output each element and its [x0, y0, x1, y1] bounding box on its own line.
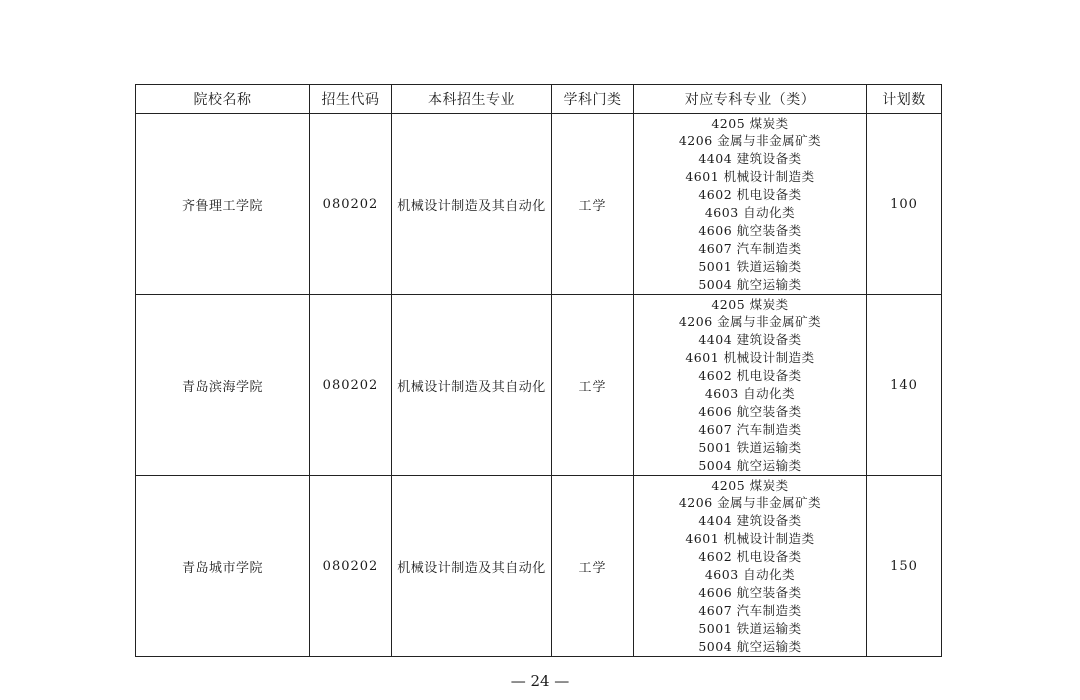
related-major-item: 4602 机电设备类 [698, 549, 802, 565]
related-major-item: 4205 煤炭类 [711, 477, 789, 493]
header-quota: 计划数 [867, 85, 942, 114]
page-number: — 24 — [510, 672, 570, 690]
discipline-category: 工学 [552, 295, 634, 476]
enrollment-code: 080202 [310, 476, 392, 657]
table-row [136, 114, 942, 295]
related-major-item: 5004 航空运输类 [698, 276, 802, 292]
table-row [136, 295, 942, 476]
related-major-item: 4404 建筑设备类 [698, 151, 802, 167]
header-code: 招生代码 [310, 85, 392, 114]
related-major-item: 4206 金属与非金属矿类 [678, 133, 822, 149]
header-major: 本科招生专业 [392, 85, 552, 114]
header-school: 院校名称 [136, 85, 310, 114]
related-major-item: 4205 煤炭类 [711, 296, 789, 312]
enrollment-code: 080202 [310, 114, 392, 295]
related-major-item: 4602 机电设备类 [698, 368, 802, 384]
undergraduate-major: 机械设计制造及其自动化 [392, 114, 552, 295]
related-major-item: 4607 汽车制造类 [698, 602, 802, 618]
plan-quota: 140 [867, 295, 942, 476]
table-header-row [136, 85, 942, 114]
related-major-item: 4601 机械设计制造类 [685, 169, 815, 185]
discipline-category: 工学 [552, 114, 634, 295]
school-name: 青岛滨海学院 [136, 295, 310, 476]
related-major-item: 4606 航空装备类 [698, 403, 802, 419]
related-major-item: 4603 自动化类 [704, 386, 796, 401]
header-discipline: 学科门类 [552, 85, 634, 114]
header-related-majors: 对应专科专业（类） [634, 85, 867, 114]
related-major-item: 4606 航空装备类 [698, 584, 802, 600]
related-major-item: 5004 航空运输类 [698, 638, 802, 654]
undergraduate-major: 机械设计制造及其自动化 [392, 295, 552, 476]
related-major-item: 5001 铁道运输类 [698, 258, 802, 274]
related-major-item: 4602 机电设备类 [698, 187, 802, 203]
related-major-item: 4206 金属与非金属矿类 [678, 314, 822, 330]
enrollment-plan-table [135, 84, 942, 657]
related-major-item: 4603 自动化类 [704, 567, 796, 582]
table-row [136, 476, 942, 657]
related-major-item: 4206 金属与非金属矿类 [678, 495, 822, 511]
related-major-item: 5001 铁道运输类 [698, 439, 802, 455]
related-major-item: 4404 建筑设备类 [698, 513, 802, 529]
related-major-item: 5004 航空运输类 [698, 457, 802, 473]
school-name: 齐鲁理工学院 [136, 114, 310, 295]
related-majors-cell [634, 114, 867, 295]
school-name: 青岛城市学院 [136, 476, 310, 657]
related-major-item: 4607 汽车制造类 [698, 240, 802, 256]
related-major-item: 4603 自动化类 [704, 205, 796, 220]
related-major-item: 4205 煤炭类 [711, 115, 789, 131]
plan-quota: 150 [867, 476, 942, 657]
related-majors-cell [634, 295, 867, 476]
related-major-item: 5001 铁道运输类 [698, 620, 802, 636]
discipline-category: 工学 [552, 476, 634, 657]
related-major-item: 4601 机械设计制造类 [685, 350, 815, 366]
related-major-item: 4404 建筑设备类 [698, 332, 802, 348]
enrollment-code: 080202 [310, 295, 392, 476]
related-major-item: 4606 航空装备类 [698, 222, 802, 238]
plan-quota: 100 [867, 114, 942, 295]
related-majors-cell [634, 476, 867, 657]
undergraduate-major: 机械设计制造及其自动化 [392, 476, 552, 657]
related-major-item: 4601 机械设计制造类 [685, 531, 815, 547]
related-major-item: 4607 汽车制造类 [698, 421, 802, 437]
